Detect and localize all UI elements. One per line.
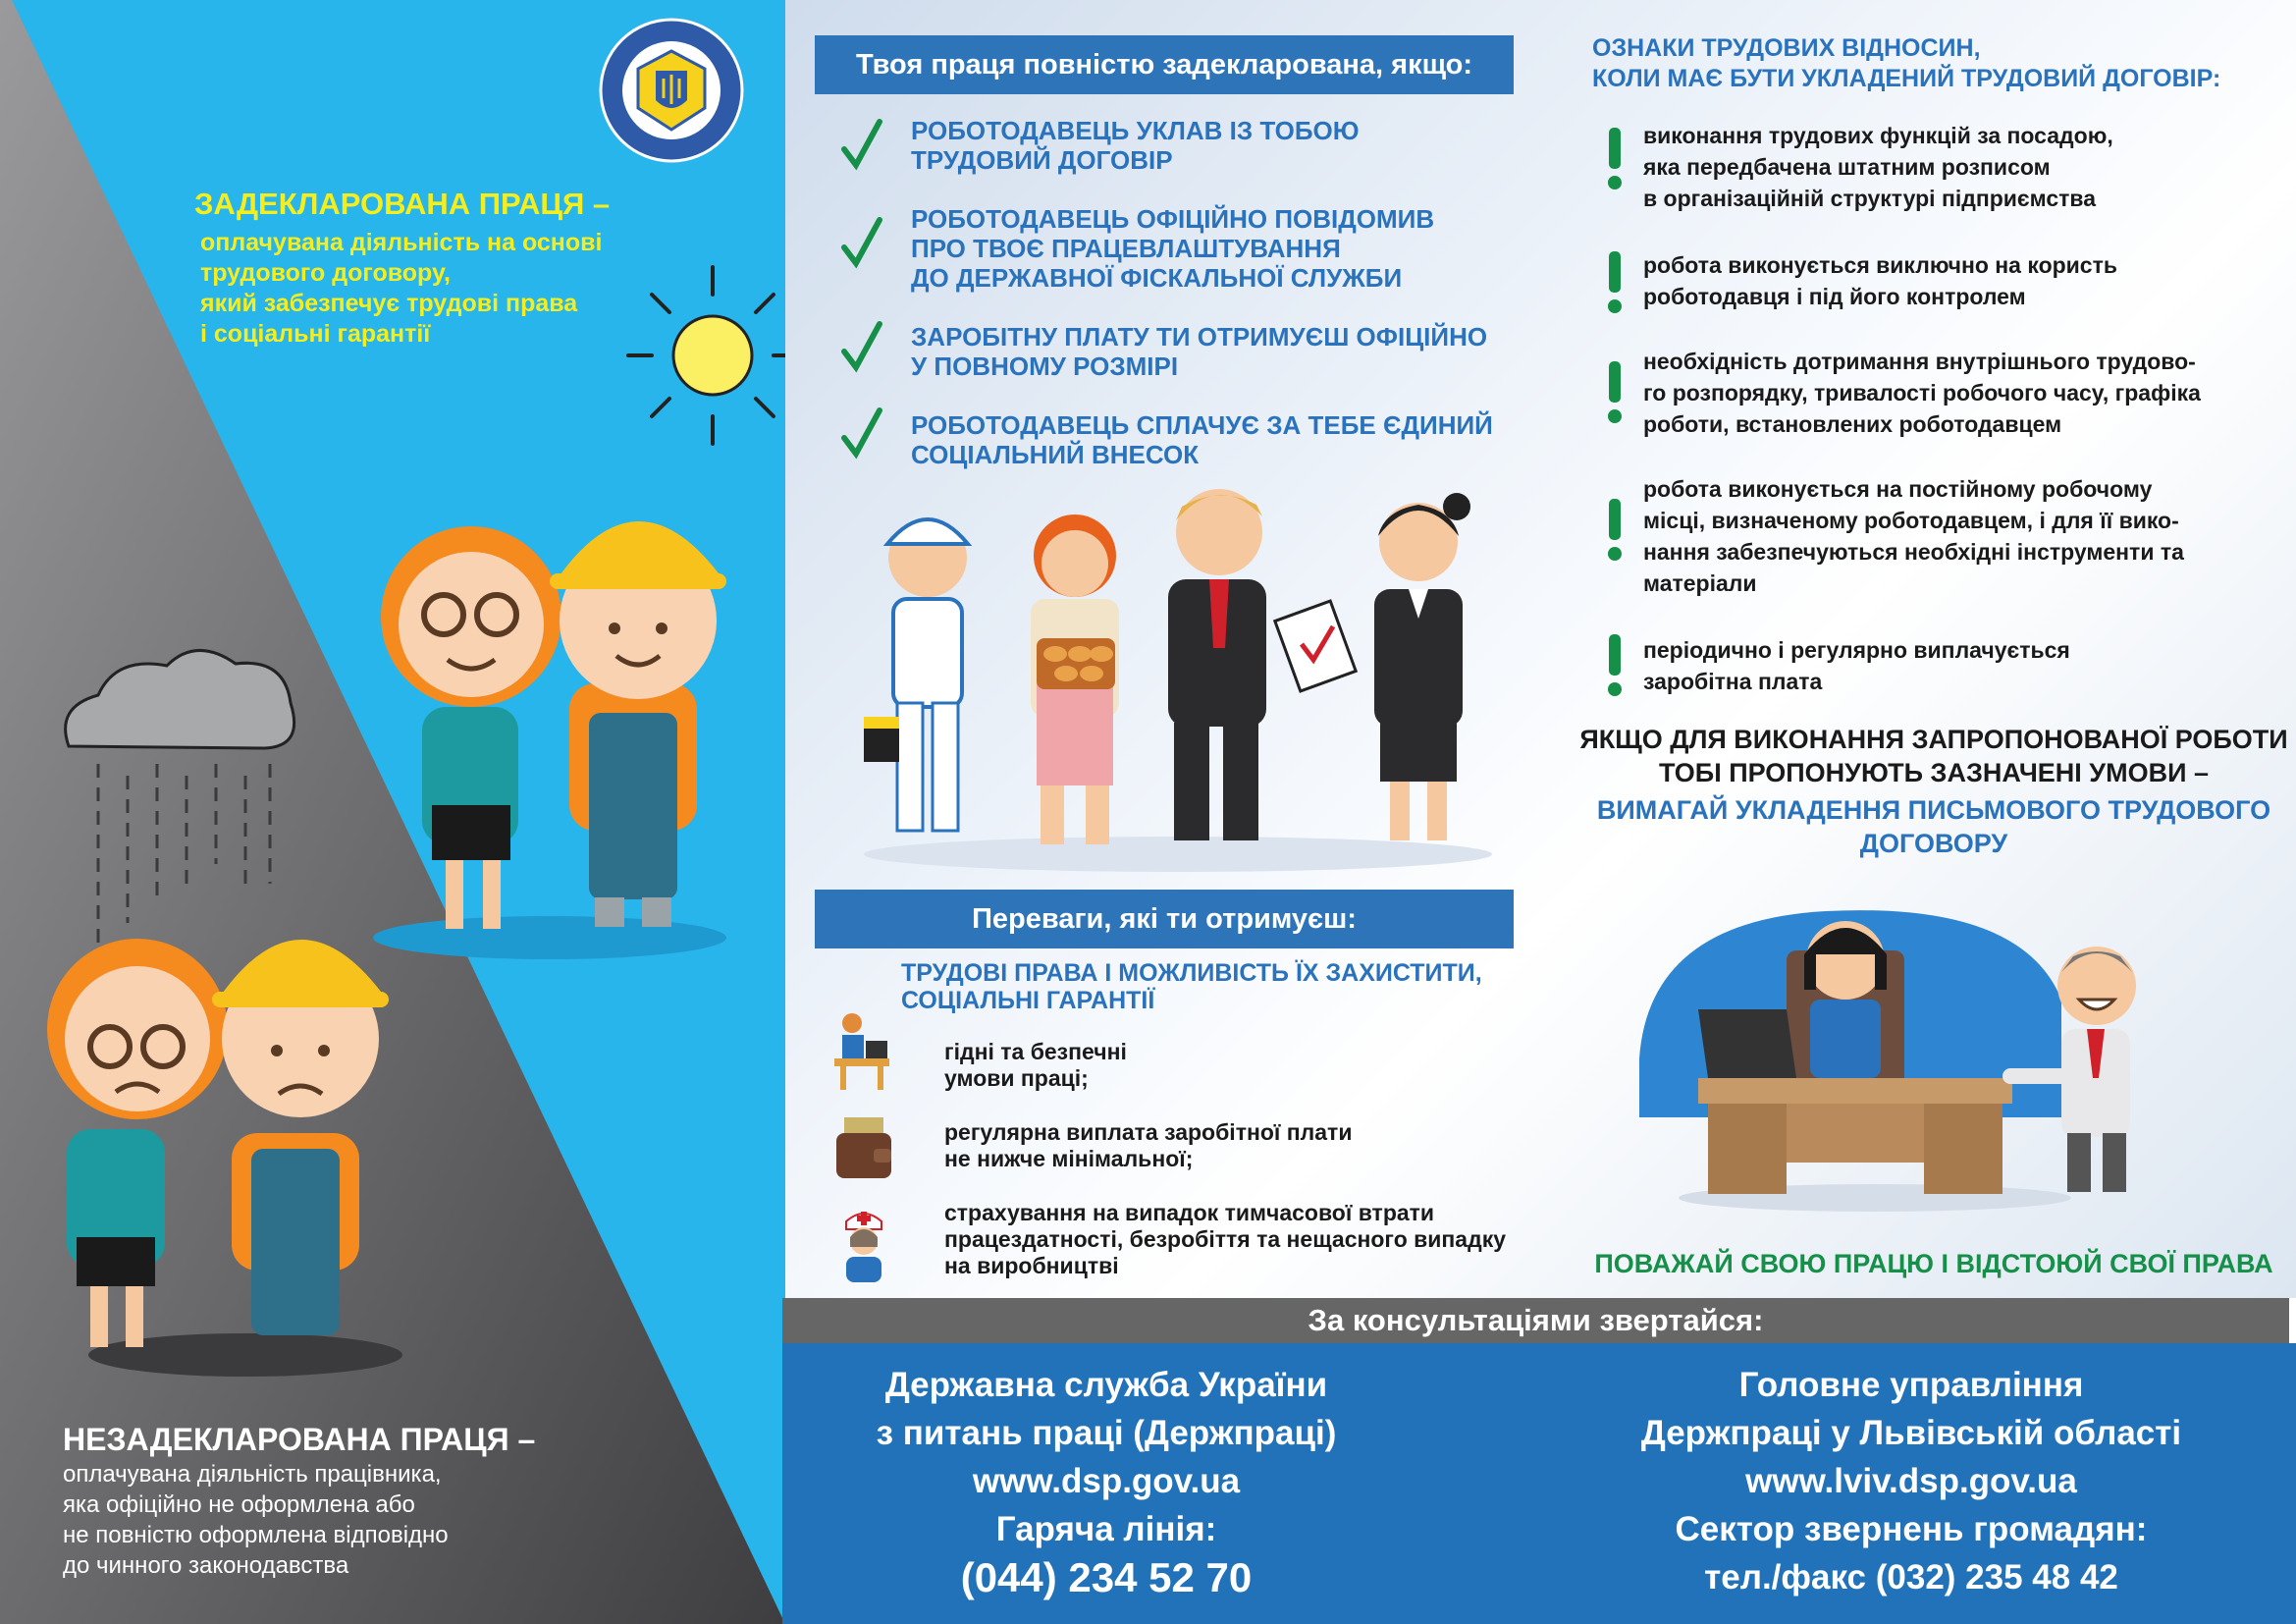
- demand-contract-statement: ВИМАГАЙ УКЛАДЕННЯ ПИСЬМОВОГО ТРУДОВОГО ДОГОВОРУ: [1596, 795, 2271, 858]
- exclamation-icon: [1602, 128, 1628, 192]
- benefit-1: гідні та безпечні умови праці;: [944, 1039, 1127, 1091]
- hotline-phone[interactable]: (044) 234 52 70: [960, 1554, 1253, 1600]
- respect-slogan: ПОВАЖАЙ СВОЮ ПРАЦЮ І ВІДСТОЮЙ СВОЇ ПРАВА: [1594, 1249, 2273, 1278]
- lviv-org-line1: Головне управління: [1738, 1366, 2084, 1404]
- nurse-icon: [832, 1204, 895, 1284]
- citizen-appeals-label: Сектор звернень громадян:: [1675, 1510, 2148, 1548]
- workers-group-illustration: [844, 471, 1512, 874]
- office-meeting-illustration: [1629, 882, 2179, 1225]
- undeclared-labour-definition: оплачувана діяльність працівника, яка офіційно не оформлена або не повністю оформлена відповідно до чинного законодавства: [63, 1461, 449, 1579]
- exclamation-icon: [1602, 634, 1628, 699]
- declared-condition-4: РОБОТОДАВЕЦЬ СПЛАЧУЄ ЗА ТЕБЕ ЄДИНИЙ СОЦІАЛЬНИЙ ВНЕСОК: [911, 410, 1493, 469]
- lviv-phone[interactable]: тел./факс (032) 235 48 42: [1704, 1558, 2118, 1597]
- check-icon: [840, 318, 883, 377]
- national-website-link[interactable]: www.dsp.gov.ua: [972, 1462, 1241, 1500]
- employment-sign-5: періодично і регулярно виплачується заробітна плата: [1643, 637, 2070, 694]
- declared-labour-title: ЗАДЕКЛАРОВАНА ПРАЦЯ –: [194, 187, 611, 221]
- benefit-2: регулярна виплата заробітної плати не нижче мінімальної;: [944, 1119, 1353, 1171]
- declared-labour-definition: оплачувана діяльність на основі трудового договору, який забезпечує трудові права і соціальні гарантії: [200, 229, 603, 348]
- exclamation-icon: [1602, 499, 1628, 564]
- check-icon: [840, 116, 883, 175]
- national-org-line1: Державна служба України: [884, 1366, 1328, 1404]
- hotline-label: Гаряча лінія:: [995, 1510, 1217, 1548]
- lviv-website-link[interactable]: www.lviv.dsp.gov.ua: [1745, 1462, 2077, 1500]
- office-worker-icon: [830, 1011, 889, 1092]
- lviv-org-line2: Держпраці у Львівській області: [1640, 1414, 2182, 1452]
- undeclared-labour-title: НЕЗАДЕКЛАРОВАНА ПРАЦЯ –: [63, 1422, 536, 1457]
- declared-condition-2: РОБОТОДАВЕЦЬ ОФІЦІЙНО ПОВІДОМИВ ПРО ТВОЄ ПРАЦЕВЛАШТУВАННЯ ДО ДЕРЖАВНОЇ ФІСКАЛЬНОЇ СЛУЖБИ: [911, 204, 1435, 293]
- wallet-icon: [834, 1111, 893, 1182]
- benefits-banner: Переваги, які ти отримуєш:: [815, 890, 1514, 948]
- employment-sign-4: робота виконується на постійному робочому місці, визначеному роботодавцем, і для її вико- нання забезпечуються необхідні інструменти та матеріали: [1643, 476, 2184, 596]
- employment-signs-title: ОЗНАКИ ТРУДОВИХ ВІДНОСИН, КОЛИ МАЄ БУТИ УКЛАДЕНИЙ ТРУДОВИЙ ДОГОВІР:: [1592, 34, 2221, 92]
- declared-conditions-banner: Твоя праця повністю задекларована, якщо:: [815, 35, 1514, 94]
- exclamation-icon: [1602, 361, 1628, 426]
- left-panel: [0, 0, 785, 1624]
- employment-sign-2: робота виконується виключно на користь роботодавця і під його контролем: [1643, 252, 2117, 309]
- condition-statement: ЯКЩО ДЛЯ ВИКОНАННЯ ЗАПРОПОНОВАНОЇ РОБОТИ ТОБІ ПРОПОНУЮТЬ ЗАЗНАЧЕНІ УМОВИ –: [1579, 725, 2288, 787]
- check-icon: [840, 405, 883, 463]
- employment-sign-1: виконання трудових функцій за посадою, яка передбачена штатним розписом в організаційній структурі підприємства: [1643, 123, 2113, 211]
- contacts-section: [782, 1343, 2296, 1624]
- lviv-contact: [1587, 1361, 2235, 1601]
- national-contact: [841, 1361, 1371, 1601]
- derzhpratsi-logo: [601, 20, 742, 161]
- consultation-bar: За консультаціями звертайся:: [782, 1298, 2289, 1343]
- check-icon: [840, 214, 883, 273]
- declared-condition-3: ЗАРОБІТНУ ПЛАТУ ТИ ОТРИМУЄШ ОФІЦІЙНО У ПОВНОМУ РОЗМІРІ: [911, 322, 1488, 381]
- benefits-subtitle: ТРУДОВІ ПРАВА І МОЖЛИВІСТЬ ЇХ ЗАХИСТИТИ, СОЦІАЛЬНІ ГАРАНТІЇ: [901, 959, 1482, 1014]
- benefit-3: страхування на випадок тимчасової втрати працездатності, безробіття та нещасного випадку на виробництві: [944, 1200, 1507, 1278]
- exclamation-icon: [1602, 251, 1628, 316]
- declared-condition-1: РОБОТОДАВЕЦЬ УКЛАВ ІЗ ТОБОЮ ТРУДОВИЙ ДОГОВІР: [911, 116, 1360, 175]
- employment-sign-3: необхідність дотримання внутрішнього трудово- го розпорядку, тривалості робочого часу, графіка роботи, встановлених роботодавцем: [1643, 349, 2201, 437]
- national-org-line2: з питань праці (Держпраці): [876, 1414, 1337, 1452]
